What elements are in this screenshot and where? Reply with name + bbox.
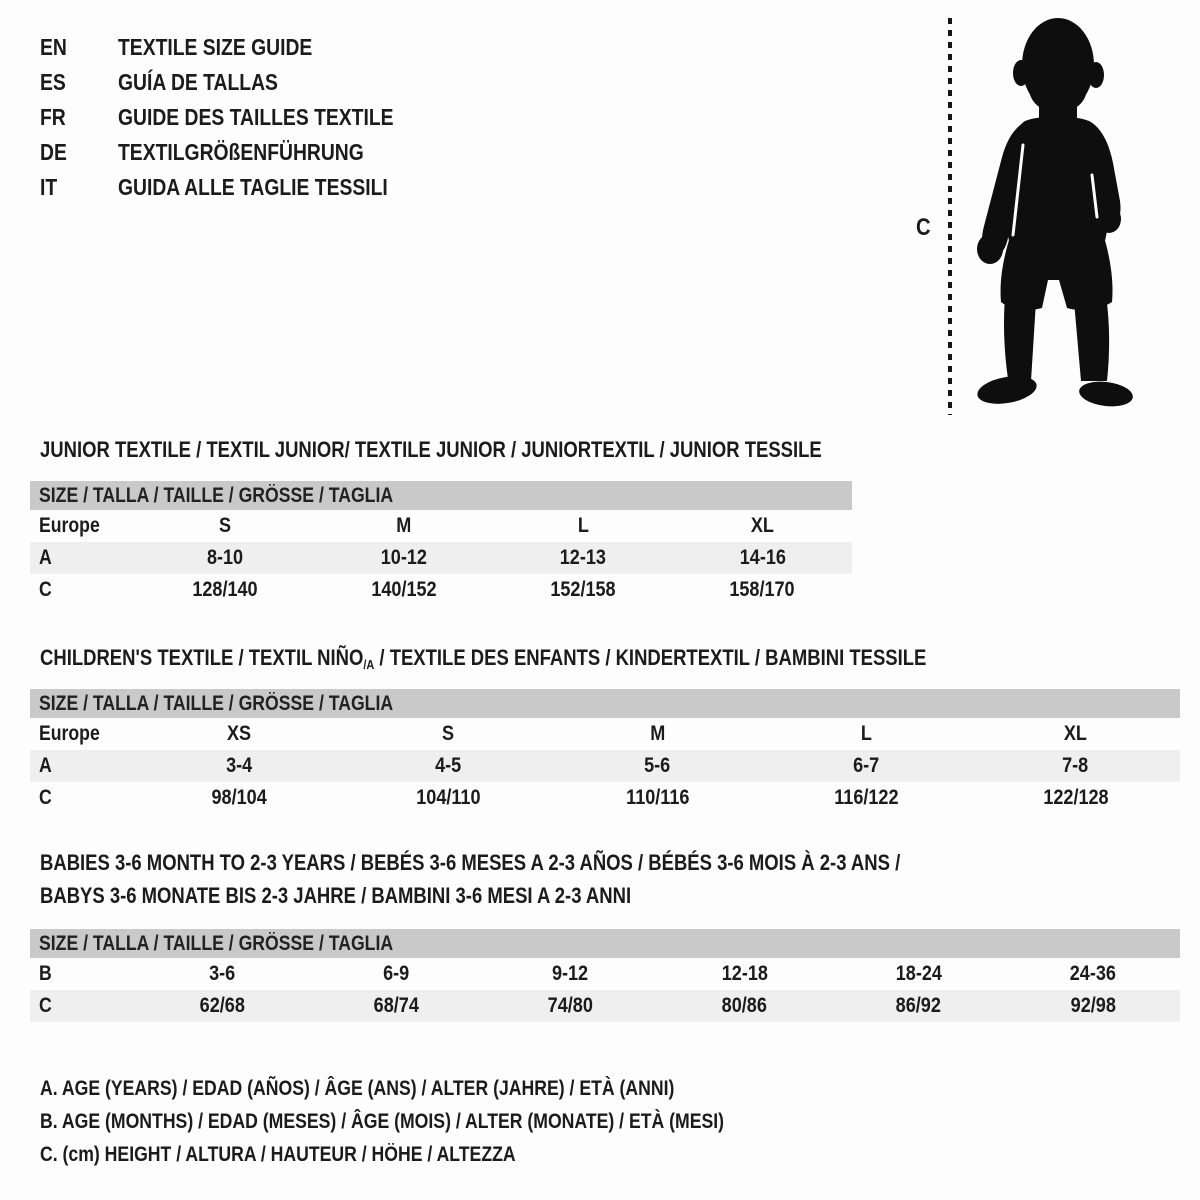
cell: 3-4 (226, 754, 253, 777)
cell: 128/140 (191, 578, 258, 601)
row-label-cell: C (39, 994, 52, 1017)
junior-section-title: JUNIOR TEXTILE / TEXTIL JUNIOR/ TEXTILE JUNIOR / JUNIORTEXTIL / JUNIOR TESSILE (40, 437, 822, 462)
cell: 86/92 (896, 994, 942, 1017)
language-row (40, 100, 446, 135)
row-label-cell: A (39, 754, 52, 777)
cell: 6-7 (853, 754, 880, 777)
cell: 158/170 (729, 578, 796, 601)
size-header-bar: SIZE / TALLA / TAILLE / GRÖSSE / TAGLIA (30, 481, 852, 510)
height-measure-dashed-line (948, 18, 952, 415)
cell: 98/104 (211, 786, 268, 809)
cell: 110/116 (625, 786, 690, 809)
row-label-cell: C (39, 578, 52, 601)
size-header-bar: SIZE / TALLA / TAILLE / GRÖSSE / TAGLIA (30, 689, 1180, 718)
language-row (40, 135, 446, 170)
table-row-months (30, 958, 1180, 990)
language-row (40, 170, 446, 205)
language-title: GUIDA ALLE TAGLIE TESSILI (118, 174, 388, 200)
language-row (40, 30, 446, 65)
cell: 24-36 (1069, 962, 1117, 985)
language-code: EN (40, 34, 67, 60)
table-row-age (30, 542, 852, 574)
table-row-age (30, 750, 1180, 782)
cell: 92/98 (1070, 994, 1116, 1017)
language-title: GUÍA DE TALLAS (118, 69, 278, 95)
cell: 9-12 (552, 962, 589, 985)
cell: XL (1063, 722, 1088, 745)
legend-height-cm: C. (cm) HEIGHT / ALTURA / HAUTEUR / HÖHE / ALTEZZA (40, 1143, 516, 1166)
table-row-height (30, 574, 852, 606)
cell: 68/74 (373, 994, 419, 1017)
size-header-bar: SIZE / TALLA / TAILLE / GRÖSSE / TAGLIA (30, 929, 1180, 958)
cell: XS (227, 722, 252, 745)
height-measure-label: C (916, 214, 931, 241)
legend-age-years: A. AGE (YEARS) / EDAD (AÑOS) / ÂGE (ANS) / ALTER (JAHRE) / ETÀ (ANNI) (40, 1077, 675, 1100)
cell: S (442, 722, 455, 745)
babies-section-title: BABIES 3-6 MONTH TO 2-3 YEARS / BEBÉS 3-6 MESES A 2-3 AÑOS / BÉBÉS 3-6 MOIS À 2-3 ANS / BABYS 3-6 MONATE BIS 2-3 JAHRE / BAMBINI 3-6 MESI A 2-3 ANNI (40, 850, 901, 908)
language-title: TEXTILGRÖßENFÜHRUNG (118, 139, 364, 165)
cell: 7-8 (1062, 754, 1089, 777)
cell: 140/152 (371, 578, 437, 601)
cell: 74/80 (547, 994, 594, 1017)
language-code: DE (40, 139, 67, 165)
row-label-cell: A (39, 546, 52, 569)
table-row-europe (30, 510, 852, 542)
cell: 80/86 (721, 994, 768, 1017)
cell: 18-24 (895, 962, 942, 985)
language-code: ES (40, 69, 66, 95)
toddler-silhouette-icon (963, 13, 1135, 415)
language-title: TEXTILE SIZE GUIDE (118, 34, 313, 60)
cell: 14-16 (739, 546, 786, 569)
children-size-table (30, 689, 1180, 814)
language-row (40, 65, 446, 100)
cell: 10-12 (380, 546, 427, 569)
cell: 12-13 (560, 546, 607, 569)
cell: M (396, 514, 412, 537)
table-row-height (30, 990, 1180, 1022)
cell: 5-6 (644, 754, 671, 777)
language-code: IT (40, 174, 58, 200)
children-section-title: CHILDREN'S TEXTILE / TEXTIL $NIÑO_{/A}$ / TEXTILE DES ENFANTS / KINDERTEXTIL / BAMBINI TESSILE (40, 645, 927, 672)
language-title-list (40, 30, 446, 205)
cell: 3-6 (209, 962, 236, 985)
cell: 104/110 (416, 786, 481, 809)
row-label-cell: C (39, 786, 52, 809)
cell: 6-9 (383, 962, 410, 985)
cell: XL (750, 514, 774, 537)
cell: 122/128 (1042, 786, 1109, 809)
cell: 62/68 (199, 994, 245, 1017)
junior-size-table (30, 481, 852, 606)
cell: 116/122 (834, 786, 899, 809)
cell: M (649, 722, 666, 745)
cell: L (860, 722, 873, 745)
cell: 4-5 (435, 754, 462, 777)
table-row-europe (30, 718, 1180, 750)
measurement-legend (40, 1072, 854, 1171)
row-label-cell: Europe (39, 514, 100, 537)
cell: 12-18 (721, 962, 768, 985)
table-row-height (30, 782, 1180, 814)
row-label-cell: B (39, 962, 52, 985)
nino-a-subscript: /A (363, 657, 375, 672)
language-title: GUIDE DES TAILLES TEXTILE (118, 104, 394, 130)
cell: L (577, 514, 589, 537)
legend-age-months: B. AGE (MONTHS) / EDAD (MESES) / ÂGE (MOIS) / ALTER (MONATE) / ETÀ (MESI) (40, 1110, 725, 1133)
cell: 8-10 (206, 546, 243, 569)
row-label-cell: Europe (39, 722, 100, 745)
language-code: FR (40, 104, 66, 130)
babies-size-table (30, 929, 1180, 1022)
cell: S (218, 514, 231, 537)
cell: 152/158 (550, 578, 616, 601)
